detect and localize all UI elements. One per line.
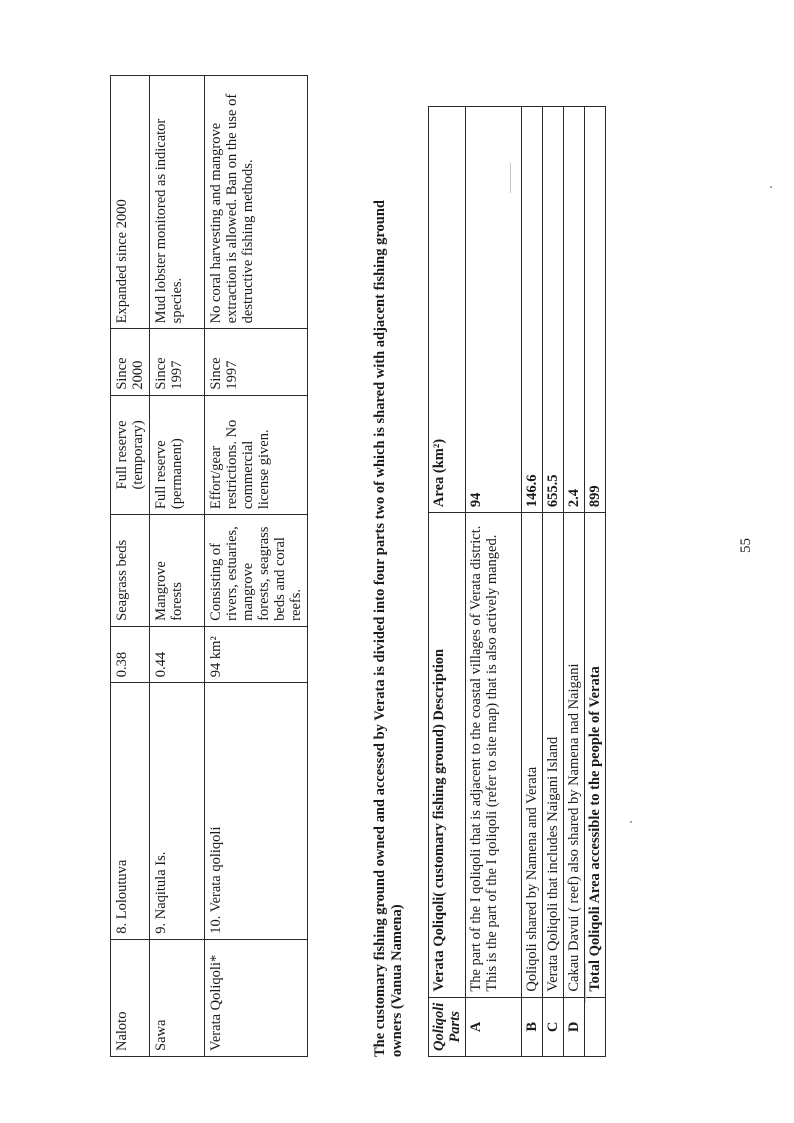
site-cell: Sawa	[150, 939, 205, 1056]
table-total-row	[585, 107, 606, 1057]
total-empty-cell	[585, 997, 606, 1056]
part-letter: C	[543, 997, 564, 1056]
site-cell: Naloto	[111, 939, 150, 1056]
table-caption: The customary fishing ground owned and accessed by Verata is divided into four parts two of which is shared with adjacent fishing ground owners (Vanua Namena)	[372, 200, 405, 1057]
part-letter: D	[564, 997, 585, 1056]
habitat-cell: Seagrass beds	[111, 515, 150, 627]
since-cell: Since 1997	[150, 329, 205, 395]
notes-cell: Mud lobster monitored as indicator species.	[150, 76, 205, 329]
table-row	[522, 107, 543, 1057]
table-row	[111, 76, 150, 1057]
reserve-cell: Full reserve (permanent)	[150, 395, 205, 514]
habitat-cell: Consisting of rivers, estuaries, mangrove forests, seagrass beds and coral reefs.	[205, 515, 308, 627]
reserve-cell: Effort/gear restrictions. No commercial license given.	[205, 395, 308, 514]
parts-header: Qoliqoli Parts	[429, 997, 466, 1056]
part-cell: 10. Verata qoliqoli	[205, 683, 308, 940]
since-cell: Since 2000	[111, 329, 150, 395]
scan-speck	[770, 186, 772, 188]
reserve-cell: Full reserve (temporary)	[111, 395, 150, 514]
qoliqoli-parts-table	[428, 106, 606, 1057]
scan-mark	[585, 963, 586, 1003]
table-row	[205, 76, 308, 1057]
table-row	[543, 107, 564, 1057]
table-row	[466, 107, 522, 1057]
part-area: 146.6	[522, 107, 543, 513]
area-cell: 0.44	[150, 626, 205, 682]
table-header-row	[429, 107, 466, 1057]
part-cell: 8. Loloutuva	[111, 683, 150, 940]
total-area: 899	[585, 107, 606, 513]
reserve-sites-table	[110, 75, 308, 1057]
part-description: The part of the I qoliqoli that is adjacent to the coastal villages of Verata district. This is the part of the I qoliqoli (refer to site map) that is also actively manged.	[466, 513, 522, 998]
area-cell: 94 km²	[205, 626, 308, 682]
part-area: 655.5	[543, 107, 564, 513]
scan-speck	[630, 821, 632, 823]
table-row	[564, 107, 585, 1057]
notes-cell: Expanded since 2000	[111, 76, 150, 329]
part-description: Verata Qoliqoli that includes Naigani Island	[543, 513, 564, 998]
total-description: Total Qoliqoli Area accessible to the people of Verata	[585, 513, 606, 998]
part-area: 2.4	[564, 107, 585, 513]
description-header: Verata Qoliqoli( customary fishing ground) Description	[429, 513, 466, 998]
part-description: Cakau Davui ( reef) also shared by Namena nad Naigani	[564, 513, 585, 998]
notes-cell: No coral harvesting and mangrove extraction is allowed. Ban on the use of destructive fishing methods.	[205, 76, 308, 329]
page-number: 55	[738, 538, 754, 553]
area-cell: 0.38	[111, 626, 150, 682]
part-letter: A	[466, 997, 522, 1056]
since-cell: Since 1997	[205, 329, 308, 395]
site-cell: Verata Qoliqoli*	[205, 939, 308, 1056]
scan-mark	[510, 163, 511, 193]
part-cell: 9. Naqitula Is.	[150, 683, 205, 940]
table-row	[150, 76, 205, 1057]
habitat-cell: Mangrove forests	[150, 515, 205, 627]
part-letter: B	[522, 997, 543, 1056]
part-area: 94	[466, 107, 522, 513]
area-header: Area (km²)	[429, 107, 466, 513]
part-description: Qoliqoli shared by Namena and Verata	[522, 513, 543, 998]
